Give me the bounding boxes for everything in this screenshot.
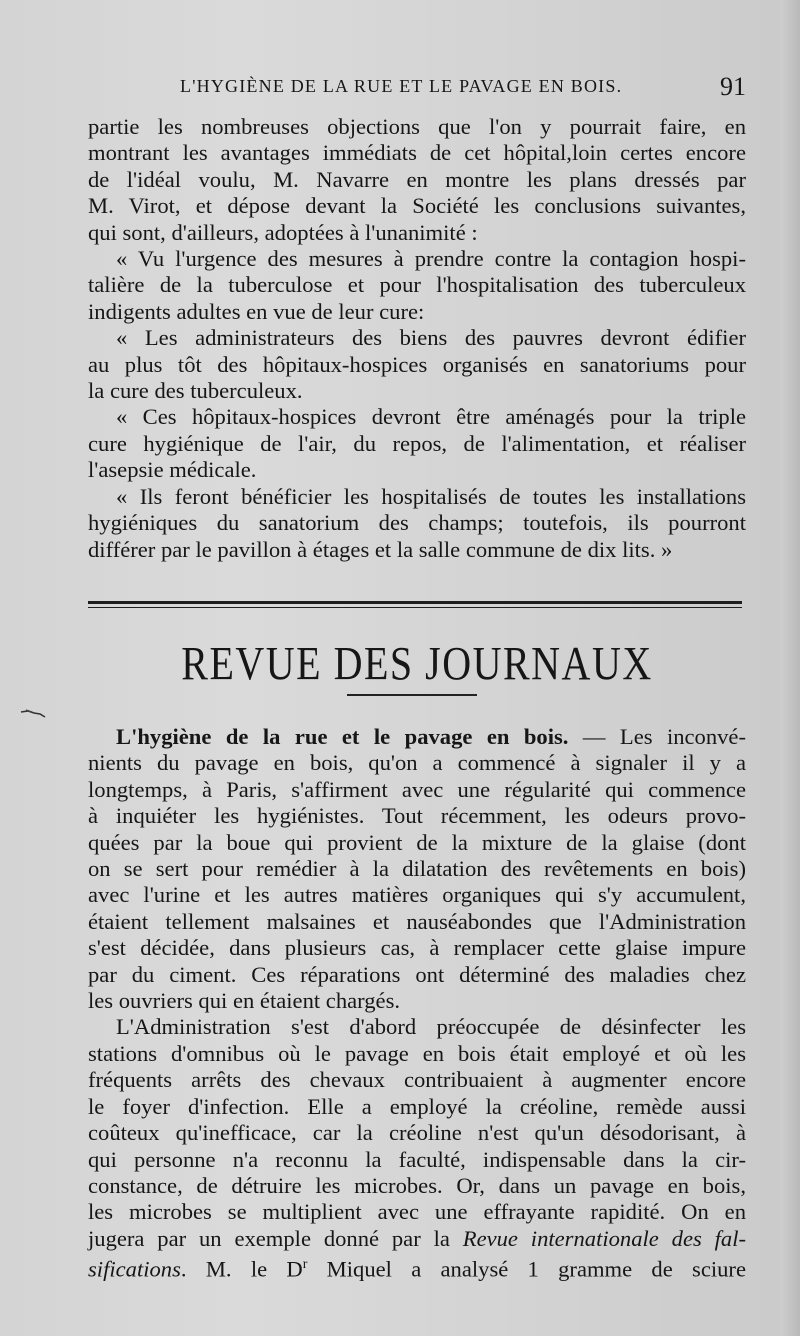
text-line: la cure des tuberculeux. xyxy=(88,378,303,404)
text-line: « Vu l'urgence des mesures à prendre contre la contagion hospi- xyxy=(116,246,746,272)
text-line xyxy=(88,724,746,750)
text-line: l'asepsie médicale. xyxy=(88,457,257,483)
text-line: coûteux qu'inefficace, car la créoline n'est qu'un désodorisant, à xyxy=(88,1120,746,1146)
doctor-superscript: r xyxy=(302,1257,308,1273)
text-line: cure hygiénique de l'air, du repos, de l'alimentation, et réaliser xyxy=(88,430,746,456)
text-line: hygiéniques du sanatorium des champs; toutefois, ils pourront xyxy=(88,510,746,536)
text-line: « Ces hôpitaux-hospices devront être aménagés pour la triple xyxy=(116,404,746,430)
paragraph xyxy=(88,724,746,1014)
section-title: REVUE DES JOURNAUX xyxy=(181,636,653,691)
paragraph xyxy=(88,325,746,404)
text-line: on se sert pour remédier à la dilatation des revêtements en bois) xyxy=(88,856,746,882)
text-line: qui personne n'a reconnu la faculté, indispensable dans la cir- xyxy=(88,1146,746,1172)
text-run: Miquel a analysé 1 gramme de sciure xyxy=(307,1256,746,1282)
text-line: stations d'omnibus où le pavage en bois était employé et où les xyxy=(88,1040,746,1066)
text-line: montrant les avantages immédiats de cet hôpital,loin certes encore xyxy=(88,140,746,166)
text-line: s'est décidée, dans plusieurs cas, à remplacer cette glaise impure xyxy=(88,935,746,961)
text-line: étaient tellement malsaines et nauséabondes que l'Administration xyxy=(88,908,746,934)
article-lead-title: L'hygiène de la rue et le pavage en bois. xyxy=(116,724,569,749)
text-line: longtemps, à Paris, s'affirment avec une régularité qui commence xyxy=(88,776,746,802)
text-line: quées par la boue qui provient de la mixture de la glaise (dont xyxy=(88,829,746,855)
text-line: les ouvriers qui en étaient chargés. xyxy=(88,988,401,1014)
text-line: de l'idéal voulu, M. Navarre en montre les plans dressés par xyxy=(88,166,746,192)
text-line: talière de la tuberculose et pour l'hospitalisation des tuberculeux xyxy=(88,272,746,298)
text-line: nients du pavage en bois, qu'on a commencé à signaler il y a xyxy=(88,750,746,776)
text-line: indigents adultes en vue de leur cure: xyxy=(88,298,425,324)
margin-pencil-mark xyxy=(20,707,46,719)
section-divider-thin xyxy=(88,607,742,608)
article-text-block xyxy=(88,724,746,1283)
text-line: « Ils feront bénéficier les hospitalisés de toutes les installations xyxy=(116,483,746,509)
journal-name: Revue internationale des fal- xyxy=(462,1225,747,1251)
text-line: constance, de détruire les microbes. Or, dans un pavage en bois, xyxy=(88,1172,746,1198)
running-title: L'HYGIÈNE DE LA RUE ET LE PAVAGE EN BOIS. xyxy=(180,76,623,96)
text-line: au plus tôt des hôpitaux-hospices organisés en sanatoriums pour xyxy=(88,351,746,377)
paragraph xyxy=(88,484,746,563)
page-edge-shadow xyxy=(780,0,800,1336)
text-line: fréquents arrêts des chevaux contribuaient à augmenter encore xyxy=(88,1067,746,1093)
text-run: jugera par un exemple donné par la xyxy=(88,1225,450,1251)
text-run: . M. le D xyxy=(180,1256,303,1282)
section-divider-thick xyxy=(88,601,742,604)
text-line: L'Administration s'est d'abord préoccupée de désinfecter les xyxy=(116,1014,746,1040)
text-line: à inquiéter les hygiénistes. Tout récemment, les odeurs provo- xyxy=(88,803,746,829)
paragraph xyxy=(88,246,746,325)
journal-name-continued: sifications xyxy=(88,1256,181,1282)
text-line: le foyer d'infection. Elle a employé la créoline, remède aussi xyxy=(88,1093,746,1119)
text-line: M. Virot, et dépose devant la Société les conclusions suivantes, xyxy=(88,193,746,219)
text-line xyxy=(88,1252,746,1283)
text-run: — Les inconvé- xyxy=(568,724,746,749)
page-number: 91 xyxy=(720,72,746,101)
text-line: « Les administrateurs des biens des pauvres devront édifier xyxy=(116,325,746,351)
upper-text-block xyxy=(88,114,746,563)
text-line: les microbes se multiplient avec une effrayante rapidité. On en xyxy=(88,1199,746,1225)
title-underline xyxy=(347,694,477,696)
text-line: par du ciment. Ces réparations ont déterminé des maladies chez xyxy=(88,961,746,987)
paragraph xyxy=(88,1014,746,1283)
paragraph xyxy=(88,404,746,483)
text-line: avec l'urine et les autres matières organiques qui s'y accumulent, xyxy=(88,882,746,908)
page-header xyxy=(180,72,746,106)
text-line: qui sont, d'ailleurs, adoptées à l'unanimité : xyxy=(88,219,478,245)
text-line xyxy=(88,1226,746,1252)
text-line: partie les nombreuses objections que l'on y pourrait faire, en xyxy=(88,114,746,139)
text-line: différer par le pavillon à étages et la salle commune de dix lits. » xyxy=(88,536,673,562)
paragraph xyxy=(88,114,746,246)
